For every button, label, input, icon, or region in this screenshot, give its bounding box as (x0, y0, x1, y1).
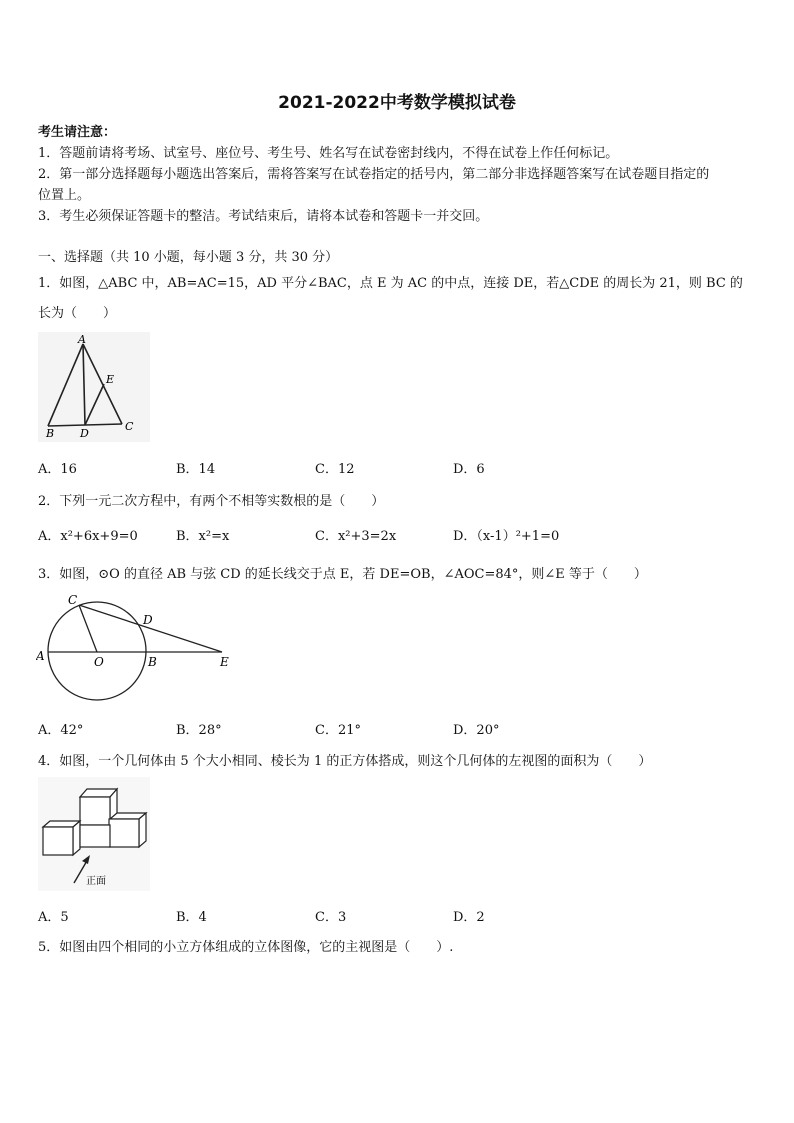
q3-option-a: A．42° (38, 723, 84, 738)
cube-side-face (139, 813, 146, 847)
vertex-label-e: E (106, 373, 115, 386)
cube-front-face (109, 819, 139, 847)
cube-side-face (73, 821, 80, 855)
notice-item: 3．考生必须保证答题卡的整洁。考试结束后，请将本试卷和答题卡一并交回。 (38, 209, 489, 224)
q4-option-b: B．4 (176, 910, 207, 925)
point-label-e: E (220, 655, 229, 669)
front-view-label: 正面 (86, 876, 106, 887)
question-1-stem-cont: 长为（ ） (38, 306, 117, 321)
q2-option-c: C．x²+3=2x (315, 529, 397, 544)
line-oc (79, 605, 97, 652)
q4-option-a: A．5 (38, 910, 69, 925)
q2-option-a: A．x²+6x+9=0 (38, 529, 138, 544)
vertex-label-b: B (46, 427, 55, 440)
q4-option-c: C．3 (315, 910, 347, 925)
page-title: 2021-2022中考数学模拟试卷 (278, 93, 516, 113)
point-label-c: C (68, 593, 78, 607)
q3-option-d: D．20° (453, 723, 500, 738)
q4-option-d: D．2 (453, 910, 485, 925)
point-label-o: O (94, 655, 104, 669)
point-label-a: A (36, 649, 45, 663)
vertex-label-d: D (80, 427, 89, 440)
notice-item: 2．第一部分选择题每小题选出答案后，需将答案写在试卷指定的括号内，第二部分非选择题答案写在试卷题目指定的 (38, 167, 710, 182)
cube-front-face (80, 797, 110, 825)
notice-item: 1．答题前请将考场、试室号、座位号、考生号、姓名写在试卷密封线内，不得在试卷上作任何标记。 (38, 146, 619, 161)
question-3-stem: 3．如图，⊙O 的直径 AB 与弦 CD 的延长线交于点 E，若 DE=OB，∠AOC=84°，则∠E 等于（ ） (38, 567, 647, 582)
q1-option-d: D．6 (453, 462, 485, 477)
notice-item: 位置上。 (38, 188, 91, 203)
notice-heading: 考生请注意： (38, 125, 117, 140)
circle-figure (36, 590, 236, 708)
q2-option-d: D．（x-1）²+1=0 (453, 529, 560, 544)
q3-option-b: B．28° (176, 723, 222, 738)
q3-option-c: C．21° (315, 723, 361, 738)
vertex-label-a: A (78, 333, 86, 346)
q1-option-b: B．14 (176, 462, 216, 477)
q1-option-a: A．16 (38, 462, 77, 477)
q2-option-b: B．x²=x (176, 529, 230, 544)
question-5-stem: 5．如图由四个相同的小立方体组成的立体图像，它的主视图是（ ）. (38, 940, 454, 955)
cubes-figure (38, 777, 150, 891)
point-label-b: B (148, 655, 157, 669)
vertex-label-c: C (125, 420, 134, 433)
question-2-stem: 2．下列一元二次方程中，有两个不相等实数根的是（ ） (38, 494, 385, 509)
cube-front-face (80, 825, 110, 847)
triangle-figure (38, 332, 150, 442)
point-label-d: D (143, 613, 153, 627)
cube-front-face (43, 827, 73, 855)
q1-option-c: C．12 (315, 462, 355, 477)
question-4-stem: 4．如图，一个几何体由 5 个大小相同、棱长为 1 的正方体搭成，则这个几何体的左视图的面积为（ ） (38, 754, 652, 769)
section-heading: 一、选择题（共 10 小题，每小题 3 分，共 30 分） (38, 250, 339, 265)
question-1-stem: 1．如图，△ABC 中，AB=AC=15，AD 平分∠BAC，点 E 为 AC 的中点，连接 DE，若△CDE 的周长为 21，则 BC 的 (38, 276, 743, 291)
